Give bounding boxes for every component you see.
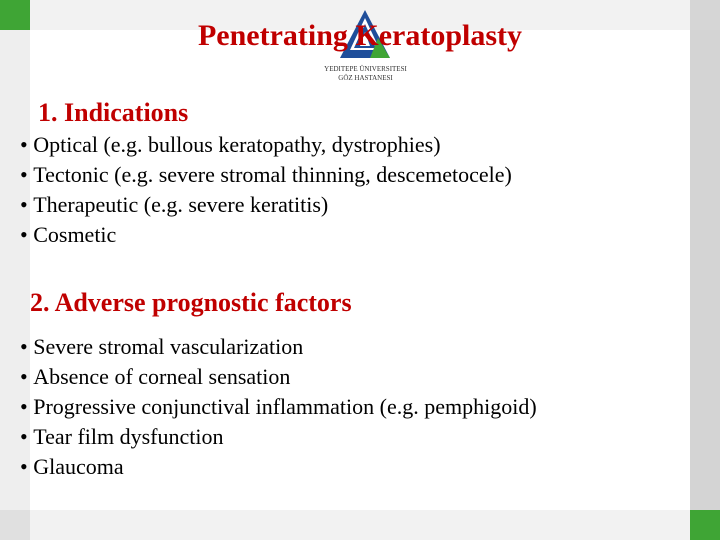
section-heading-adverse-factors: 2. Adverse prognostic factors	[30, 288, 352, 317]
right-border-band	[690, 30, 720, 510]
list-item: • Therapeutic (e.g. severe keratitis)	[20, 190, 512, 220]
list-item: • Progressive conjunctival inflammation (e.g. pemphigoid)	[20, 392, 537, 422]
list-item: • Glaucoma	[20, 452, 537, 482]
indications-list	[20, 130, 512, 250]
list-item: • Cosmetic	[20, 220, 512, 250]
list-item: • Tectonic (e.g. severe stromal thinning, descemetocele)	[20, 160, 512, 190]
list-item: • Severe stromal vascularization	[20, 332, 537, 362]
list-item: • Optical (e.g. bullous keratopathy, dystrophies)	[20, 130, 512, 160]
corner-square-bottom-right	[690, 510, 720, 540]
logo-line-1: YEDITEPE ÜNIVERSITESI	[324, 65, 407, 73]
list-item: • Tear film dysfunction	[20, 422, 537, 452]
corner-square-bottom-left	[0, 510, 30, 540]
list-item: • Absence of corneal sensation	[20, 362, 537, 392]
section-heading-indications: 1. Indications	[38, 98, 189, 127]
logo-line-2: GÖZ HASTANESI	[338, 74, 393, 82]
slide-title: Penetrating Keratoplasty	[197, 19, 523, 52]
adverse-factors-list	[20, 332, 537, 482]
bottom-border-band	[30, 510, 690, 540]
logo-caption	[308, 65, 423, 83]
